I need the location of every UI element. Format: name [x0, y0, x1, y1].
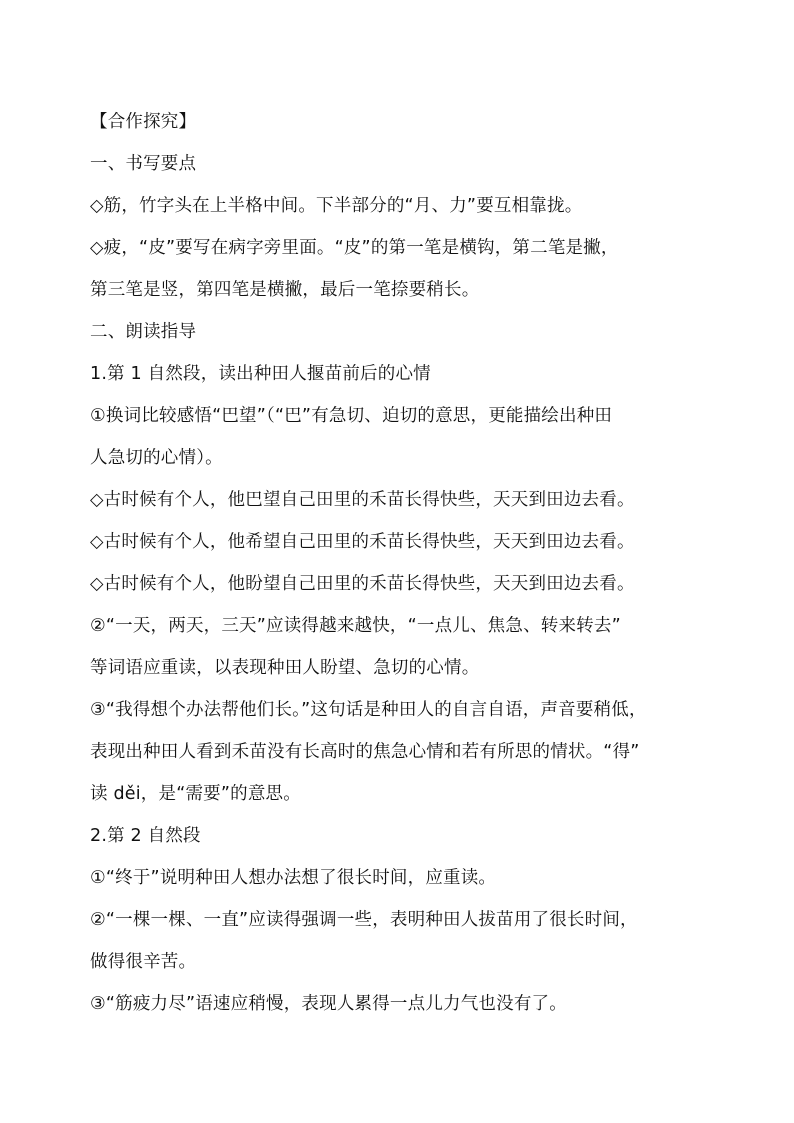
subheading-writing-points: 一、书写要点	[90, 154, 197, 174]
subheading-reading-guide: 二、朗读指导	[90, 322, 197, 342]
paragraph-line: ◇古时候有个人，他希望自己田里的禾苗长得快些，天天到田边去看。	[90, 532, 635, 552]
paragraph-line: 表现出种田人看到禾苗没有长高时的焦急心情和若有所思的情状。“得”	[90, 742, 640, 762]
paragraph-line: ◇疲，“皮”要写在病字旁里面。“皮”的第一笔是横钩，第二笔是撇，	[90, 238, 619, 258]
paragraph-line: ③“筋疲力尽”语速应稍慢，表现人累得一点儿力气也没有了。	[90, 994, 567, 1014]
section-heading: 【合作探究】	[90, 112, 197, 132]
paragraph-line: 做得很辛苦。	[90, 952, 197, 972]
paragraph-line: 等词语应重读，以表现种田人盼望、急切的心情。	[90, 658, 480, 678]
paragraph-line: 第三笔是竖，第四笔是横撇，最后一笔捺要稍长。	[90, 280, 480, 300]
paragraph-line: ①“终于”说明种田人想办法想了很长时间，应重读。	[90, 868, 497, 888]
document-body	[90, 101, 710, 1025]
paragraph-line: ◇古时候有个人，他巴望自己田里的禾苗长得快些，天天到田边去看。	[90, 490, 635, 510]
item-heading: 2.第 2 自然段	[90, 826, 201, 846]
paragraph-line: ①换词比较感悟“巴望”（“巴”有急切、迫切的意思，更能描绘出种田	[90, 406, 613, 426]
item-heading: 1.第 1 自然段，读出种田人揠苗前后的心情	[90, 364, 431, 384]
paragraph-line: 人急切的心情）。	[90, 448, 223, 468]
paragraph-line: ②“一天，两天，三天”应读得越来越快，“一点儿、焦急、转来转去”	[90, 616, 621, 636]
paragraph-line: ③“我得想个办法帮他们长。”这句话是种田人的自言自语，声音要稍低，	[90, 700, 647, 720]
paragraph-line: ◇筋，竹字头在上半格中间。下半部分的“月、力”要互相靠拢。	[90, 196, 583, 216]
paragraph-line: ◇古时候有个人，他盼望自己田里的禾苗长得快些，天天到田边去看。	[90, 574, 635, 594]
paragraph-line: ②“一棵一棵、一直”应读得强调一些，表明种田人拔苗用了很长时间，	[90, 910, 638, 930]
paragraph-line: 读 děi，是“需要”的意思。	[90, 784, 301, 804]
